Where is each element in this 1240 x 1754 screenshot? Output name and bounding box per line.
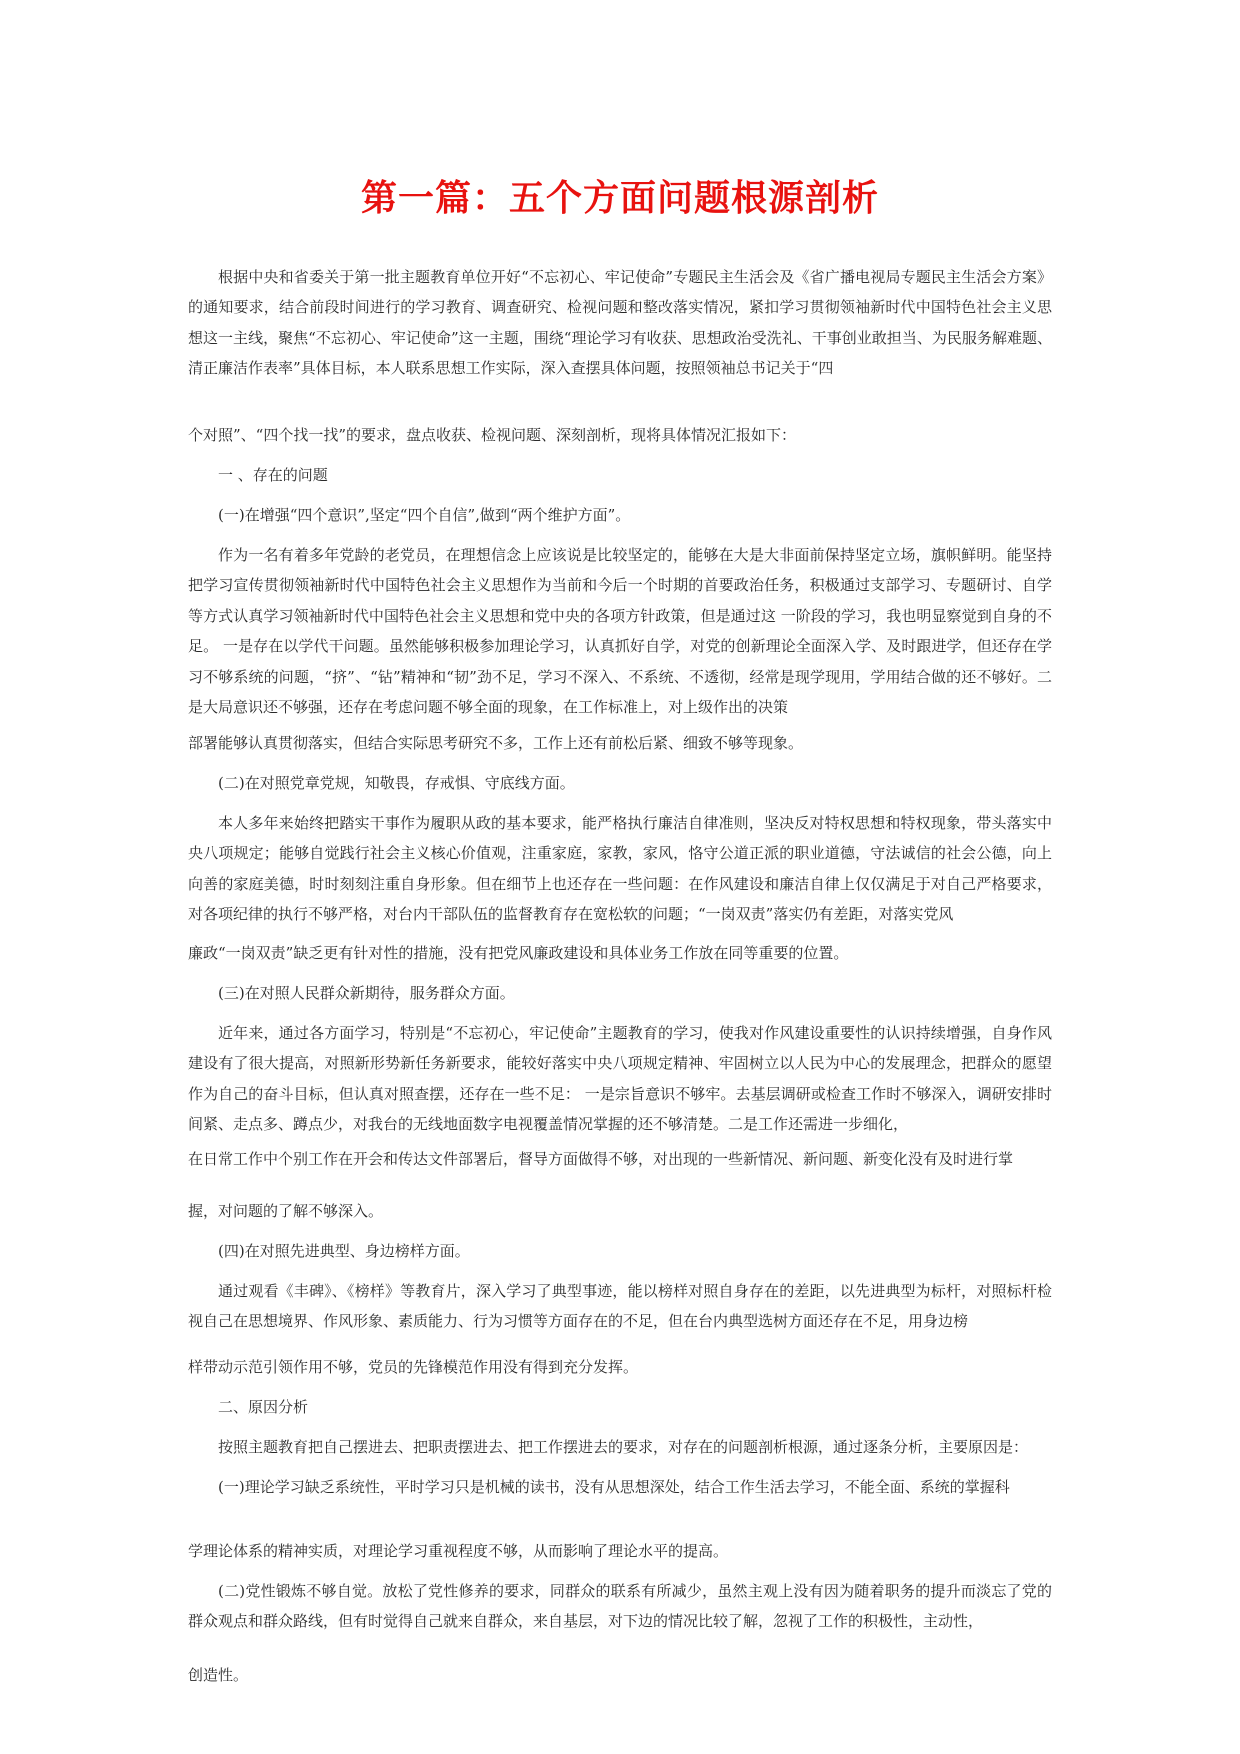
subheading-1: (一)在增强“四个意识”,坚定“四个自信”,做到“两个维护方面”。: [218, 506, 631, 524]
paragraph-3: 近年来，通过各方面学习，特别是“不忘初心，牢记使命”主题教育的学习，使我对作风建设重要性的认识持续增强，自身作风建设有了很大提高，对照新形势新任务新要求，能较好落实中央八项规定精神、牢固树立以人民为中心的发展理念，把群众的愿望作为自己的奋斗目标，但认真对照查摆，还存在一些不足： 一是宗旨意识不够牢。去基层调研或检查工作时不够深入，调研安排时间紧、走点多、蹲点少，对我台的无线地面数字电视覆盖情况掌握的还不够清楚。二是工作还需进一步细化，: [188, 1024, 1052, 1134]
paragraph-1: 作为一名有着多年党龄的老党员，在理想信念上应该说是比较坚定的，能够在大是大非面前保持坚定立场，旗帜鲜明。能坚持把学习宣传贯彻领袖新时代中国特色社会主义思想作为当前和今后一个时期的首要政治任务，积极通过支部学习、专题研讨、自学等方式认真学习领袖新时代中国特色社会主义思想和党中央的各项方针政策，但是通过这 一阶段的学习，我也明显察觉到自身的不足。 一是存在以学代干问题。虽然能够积极参加理论学习，认真抓好自学，对党的创新理论全面深入学、及时跟进学，但还存在学习不够系统的问题，“挤”、“钻”精神和“韧”劲不足，学习不深入、不系统、不透彻，经常是现学现用，学用结合做的还不够好。二是大局意识还不够强，还存在考虑问题不够全面的现象，在工作标准上，对上级作出的决策: [188, 546, 1052, 717]
paragraph-6: (一)理论学习缺乏系统性，平时学习只是机械的读书，没有从思想深处，结合工作生活去学习，不能全面、系统的掌握科: [218, 1478, 1010, 1496]
subheading-3: (三)在对照人民群众新期待，服务群众方面。: [218, 984, 515, 1002]
paragraph-7: (二)党性锻炼不够自觉。放松了党性修养的要求，同群众的联系有所减少，虽然主观上没有因为随着职务的提升而淡忘了党的群众观点和群众路线，但有时觉得自己就来自群众，来自基层，对下边的情况比较了解，忽视了工作的积极性，主动性，: [188, 1582, 1052, 1631]
subheading-4: (四)在对照先进典型、身边榜样方面。: [218, 1242, 470, 1260]
section-heading-problems: 一 、存在的问题: [218, 466, 328, 484]
paragraph-3-line: 在日常工作中个别工作在开会和传达文件部署后，督导方面做得不够，对出现的一些新情况、新问题、新变化没有及时进行掌: [188, 1150, 1014, 1168]
paragraph-6-end: 学理论体系的精神实质，对理论学习重视程度不够，从而影响了理论水平的提高。: [188, 1542, 729, 1560]
paragraph-5: 按照主题教育把自己摆进去、把职责摆进去、把工作摆进去的要求，对存在的问题剖析根源，通过逐条分析，主要原因是：: [218, 1438, 1029, 1456]
paragraph-2: 本人多年来始终把踏实干事作为履职从政的基本要求，能严格执行廉洁自律准则，坚决反对特权思想和特权现象，带头落实中央八项规定；能够自觉践行社会主义核心价值观，注重家庭，家教，家风，恪守公道正派的职业道德，守法诚信的社会公德，向上向善的家庭美德，时时刻刻注重自身形象。但在细节上也还存在一些问题：在作风建设和廉洁自律上仅仅满足于对自己严格要求，对各项纪律的执行不够严格，对台内干部队伍的监督教育存在宽松软的问题；“一岗双责”落实仍有差距，对落实党风: [188, 814, 1052, 924]
page-title: 第一篇：五个方面问题根源剖析: [360, 177, 879, 219]
paragraph-1-end: 部署能够认真贯彻落实，但结合实际思考研究不多，工作上还有前松后紧、细致不够等现象。: [188, 734, 804, 752]
paragraph-2-end: 廉政“一岗双责”缺乏更有针对性的措施，没有把党风廉政建设和具体业务工作放在同等重要的位置。: [188, 944, 849, 962]
paragraph-3-end: 握，对问题的了解不够深入。: [188, 1202, 384, 1220]
paragraph-4-end: 样带动示范引领作用不够，党员的先锋模范作用没有得到充分发挥。: [188, 1358, 639, 1376]
paragraph-intro: 根据中央和省委关于第一批主题教育单位开好“不忘初心、牢记使命”专题民主生活会及《省广播电视局专题民主生活会方案》的通知要求，结合前段时间进行的学习教育、调查研究、检视问题和整改落实情况，紧扣学习贯彻领袖新时代中国特色社会主义思想这一主线，聚焦“不忘初心、牢记使命”这一主题，围绕“理论学习有收获、思想政治受洗礼、干事创业敢担当、为民服务解难题、清正廉洁作表率”具体目标，本人联系思想工作实际，深入查摆具体问题，按照领袖总书记关于“四: [188, 268, 1052, 378]
paragraph-7-end: 创造性。: [188, 1666, 249, 1684]
subheading-2: (二)在对照党章党规，知敬畏，存戒惧、守底线方面。: [218, 774, 575, 792]
paragraph-intro-end: 个对照”、“四个找一找”的要求，盘点收获、检视问题、深刻剖析，现将具体情况汇报如下：: [188, 426, 797, 444]
section-heading-causes: 二、原因分析: [218, 1398, 309, 1416]
paragraph-4: 通过观看《丰碑》、《榜样》等教育片，深入学习了典型事迹，能以榜样对照自身存在的差距，以先进典型为标杆，对照标杆检视自己在思想境界、作风形象、素质能力、行为习惯等方面存在的不足，但在台内典型选树方面还存在不足，用身边榜: [188, 1282, 1052, 1331]
